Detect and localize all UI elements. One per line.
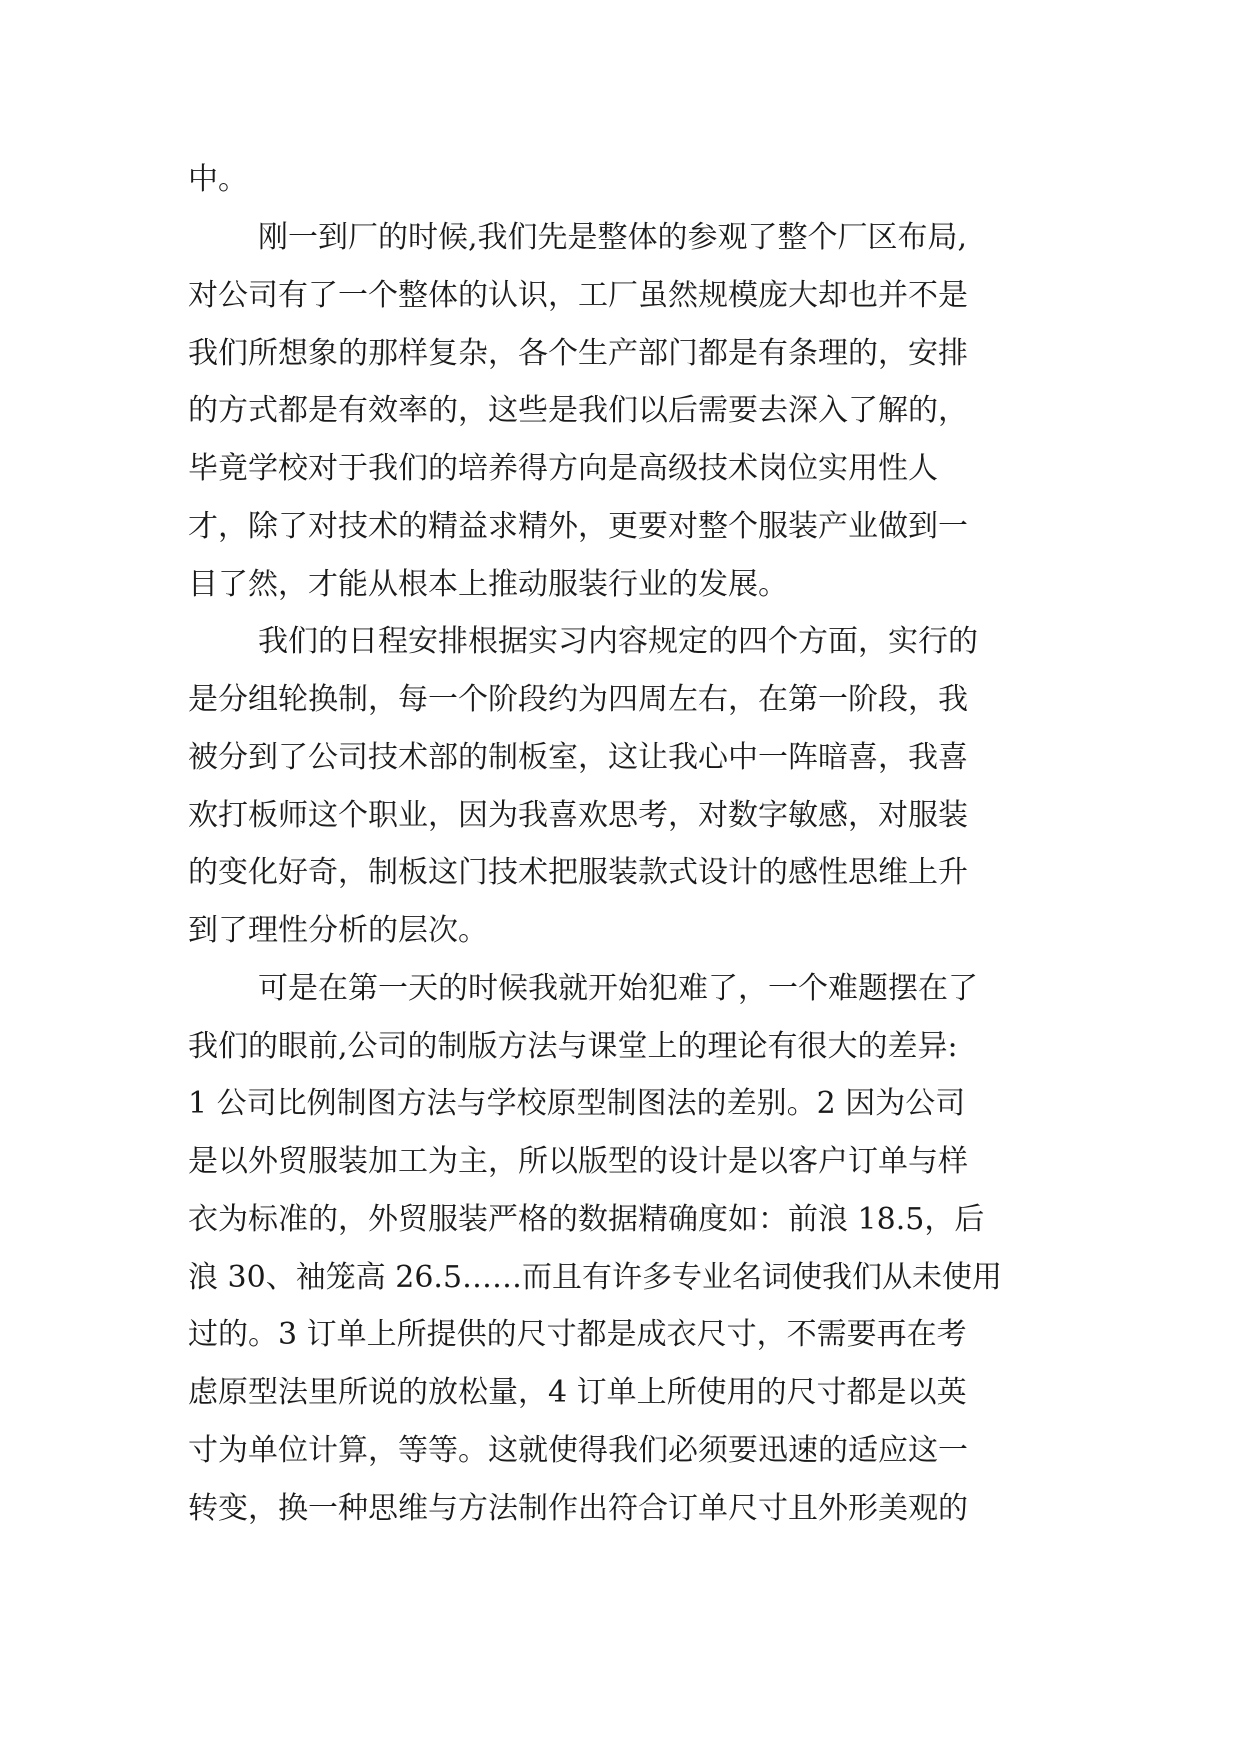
text-line: 是以外贸服装加工为主，所以版型的设计是以客户订单与样 (188, 1144, 968, 1179)
text-line: 1 公司比例制图方法与学校原型制图法的差别。2 因为公司 (188, 1086, 966, 1121)
text-line: 到了理性分析的层次。 (188, 913, 488, 948)
text-line: 过的。3 订单上所提供的尺寸都是成衣尺寸，不需要再在考 (188, 1317, 967, 1352)
text-line: 我们所想象的那样复杂，各个生产部门都是有条理的，安排 (188, 336, 968, 371)
text-line: 是分组轮换制，每一个阶段约为四周左右，在第一阶段，我 (188, 682, 968, 717)
text-line: 寸为单位计算，等等。这就使得我们必须要迅速的适应这一 (188, 1433, 968, 1468)
text-line: 目了然，才能从根本上推动服装行业的发展。 (188, 567, 788, 602)
text-line: 对公司有了一个整体的认识，工厂虽然规模庞大却也并不是 (188, 278, 968, 313)
text-line: 中。 (188, 162, 248, 197)
text-line: 才，除了对技术的精益求精外，更要对整个服装产业做到一 (188, 509, 968, 544)
paragraph-first-line: 刚一到厂的时候,我们先是整体的参观了整个厂区布局, (258, 220, 968, 255)
text-line: 衣为标准的，外贸服装严格的数据精确度如：前浪 18.5，后 (188, 1202, 985, 1237)
text-line: 毕竟学校对于我们的培养得方向是高级技术岗位实用性人 (188, 451, 938, 486)
text-line: 的变化好奇，制板这门技术把服装款式设计的感性思维上升 (188, 855, 968, 890)
text-line: 欢打板师这个职业，因为我喜欢思考，对数字敏感，对服装 (188, 798, 968, 833)
text-line: 我们的眼前,公司的制版方法与课堂上的理论有很大的差异: (188, 1029, 958, 1064)
paragraph-first-line: 我们的日程安排根据实习内容规定的四个方面，实行的 (258, 624, 978, 659)
text-line: 转变，换一种思维与方法制作出符合订单尺寸且外形美观的 (188, 1491, 968, 1526)
text-line: 的方式都是有效率的，这些是我们以后需要去深入了解的， (188, 393, 968, 428)
paragraph-first-line: 可是在第一天的时候我就开始犯难了，一个难题摆在了 (258, 971, 978, 1006)
text-line: 被分到了公司技术部的制板室，这让我心中一阵暗喜，我喜 (188, 740, 968, 775)
text-line: 虑原型法里所说的放松量，4 订单上所使用的尺寸都是以英 (188, 1375, 967, 1410)
text-line: 浪 30、袖笼高 26.5……而且有许多专业名词使我们从未使用 (188, 1260, 1003, 1295)
